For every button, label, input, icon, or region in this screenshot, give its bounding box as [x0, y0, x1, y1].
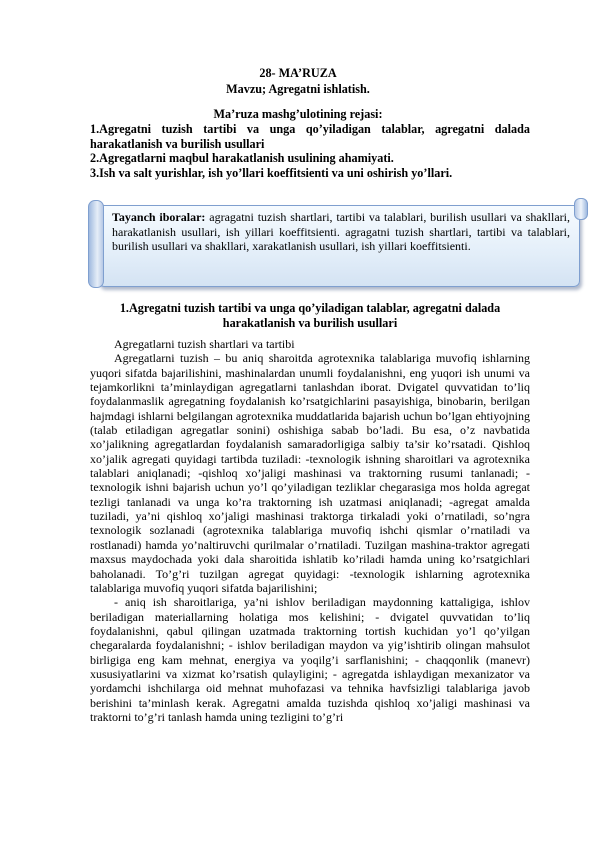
- keywords-text: [112, 210, 570, 254]
- paragraph-2: - aniq ish sharoitlariga, ya’ni ishlov beriladigan maydonning kattaligiga, ishlov beriladigan materiallarning holatiga mos kelishini; - dvigatel quvvatidan to’liq foydalanishni, qabul qilingan uzatmada traktorning tortish kuchidan yo’l qo’yilgan chegaralarda foydalanishni; - ishlov beriladigan maydon va yig’ishtirib olingan mahsulot birligiga eng kam mehnat, energiya va yoqilg’i sarflanishini; - chaqqonlik (manevr) xususiyatlarini va xizmat ko’rsatish qulayligini; - agregatda ishlaydigan mexanizator va yordamchi ishchilarga oid mehnat muhofazasi va tehnika havfsizligi talablariga javob berishini ta’minlash kerak. Agregatni amalda tuzishda qishloq xo’jaligi mashinasi va traktorni to’g’ri tanlash hamda uning tezligini to’g’ri: [90, 595, 530, 724]
- keywords-scroll-box: [88, 198, 588, 288]
- keywords-label: Tayanch iboralar:: [112, 210, 206, 224]
- lecture-topic: Mavzu; Agregatni ishlatish.: [226, 82, 370, 96]
- section-title-line2: harakatlanish va burilish usullari: [222, 316, 398, 330]
- scroll-roll-left: [88, 200, 104, 288]
- keywords-content: agragatni tuzish shartlari, tartibi va talablari, burilish usullari va shakllari, harakatlanish usullari, ish yillari koeffitsienti. agragatni tuzish shartlari, tartibi va talablari, burilish usullari va shakllari, xarakatlanish usullari, ish yillari koeffitsienti.: [112, 210, 570, 254]
- plan-item-3: 3.Ish va salt yurishlar, ish yo’llari koeffitsienti va uni oshirish yo’llari.: [90, 165, 453, 180]
- paragraph-subheading: Agregatlarni tuzish shartlari va tartibi: [114, 337, 295, 351]
- plan-list: [90, 122, 530, 180]
- plan-item-2: 2.Agregatlarni maqbul harakatlanish usulining ahamiyati.: [90, 151, 394, 166]
- plan-item-1: 1.Agregatni tuzish tartibi va unga qo’yiladigan talablar, agregatni dalada harakatlanish va burilish usullari: [90, 122, 530, 151]
- lecture-number: 28- MA’RUZA: [259, 66, 337, 80]
- body-text: [90, 337, 530, 724]
- section-title-line1: 1.Agregatni tuzish tartibi va unga qo’yiladigan talablar, agregatni dalada: [119, 301, 501, 315]
- plan-title: Ma’ruza mashg’ulotining rejasi:: [213, 107, 383, 121]
- paragraph-1: Agregatlarni tuzish – bu aniq sharoitda agrotexnika talablariga muvofiq ishlarning yuqori sifatda bajarilishini, mashinalardan unumli foydalanishni, eng yuqori ish unumi va tejamkorlikni ta’minlaydigan agregatlarni tanlashdan iborat. Dvigatel quvvatidan to’liq foydalanmaslik agregatning foydalanish ko’rsatgichlarini pasayishiga, binobarin, berilgan hajmdagi ishlarni belgilangan agrotexnika muddatlarida bajarish uchun bo’lgan ehtiyojning (talab etiladigan agregatlar sonini) oshishiga sabab bo’ladi. Bu esa, o’z navbatida xo’jalikning agregatlardan foydalanish samaradorligiga salbiy ta’sir ko’rsatadi. Qishloq xo’jalik agregati quyidagi tartibda tuziladi: -texnologik ishning sharoitlari va agrotexnika talablari aniqlanadi; -qishloq xo’jaligi mashinasi va traktorning rusumi tanlanadi; -texnologik ishni bajarish uchun yo’l qo’yiladigan tezliklar chegarasiga mos holda agregat tezligi tanlanadi va unga ko’ra traktorning ish uzatmasi aniqlanadi; -agregat amalda tuziladi, ya’ni qishloq xo’jaligi mashinasi traktorga tirkaladi yoki o’rnatiladi, so’ngra texnologik sozlanadi (agrotexnika talablariga muvofiq ishchi qismlar o’rnatiladi va rostlanadi) hamda yo’naltiruvchi qurilmalar o’rnatiladi. Tuzilgan mashina-traktor agregati maxsus maydochada yoki dala sharoitida ishlatib ko’riladi hamda uning ko’rsatgichlari baholanadi. To’g’ri tuzilgan agregat quyidagi: -texnologik ishlarning agrotexnika talablariga muvofiq yuqori sifatda bajarilishini;: [90, 351, 530, 595]
- scroll-roll-right: [574, 198, 588, 220]
